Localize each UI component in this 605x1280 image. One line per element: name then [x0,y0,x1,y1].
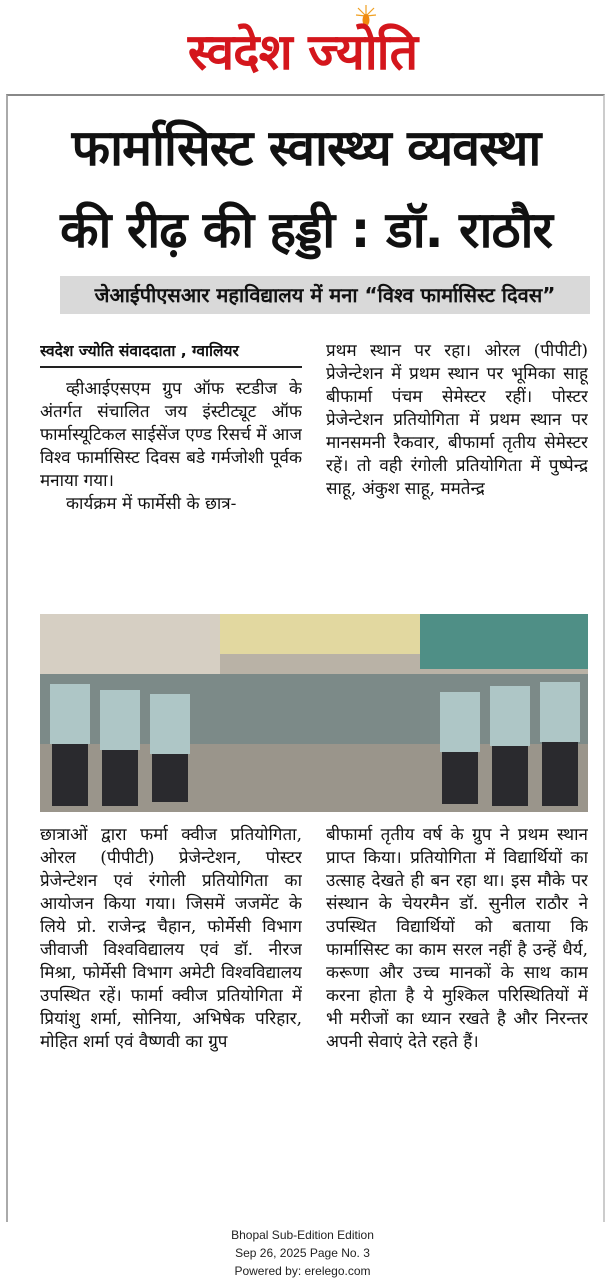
column-bottom-right [326,824,588,1214]
newspaper-name: स्वदेश ज्योति [187,22,418,81]
edition-line: Bhopal Sub-Edition Edition [231,1228,374,1242]
subheadline: जेआईपीएसआर महाविद्यालय में मना “विश्व फार्मासिस्ट दिवस” [60,276,590,314]
headline-line-2: की रीढ़ की हड्डी : डॉ. राठौर [60,201,552,259]
paragraph: छात्राओं द्वारा फर्मा क्वीज प्रतियोगिता, ओरल (पीपीटी) प्रेजेन्टेशन, पोस्टर प्रेजेन्टेशन एवं रंगोली प्रतियोगिता का आयोजन किया गया। जिसमें जजमेंट के लिये प्रो. राजेन्द्र चैहान, फोर्मेसी विभाग जीवाजी विश्वविद्यालय एवं डॉ. नीरज मिश्रा, फोर्मेसी विभाग अमेटी विश्वविद्यालय उपस्थित रहें। फार्मा क्वीज प्रतियोगिता में प्रियांशु शर्मा, सोनिया, अभिषेक परिहार, मोहित शर्मा एवं वैष्णवी का ग्रुप [40,825,302,1052]
paragraph: बीफार्मा तृतीय वर्ष के ग्रुप ने प्रथम स्थान प्राप्त किया। प्रतियोगिता में विद्यार्थियों का उत्साह देखते ही बन रहा था। इस मौके पर संस्थान के चेयरमैन डॉ. सुनील राठौर ने उपस्थित विद्यार्थियों को बताया कि फार्मासिस्ट का काम सरल नहीं है उन्हें धैर्य, करूणा और उच्च मानकों के साथ काम करना होता है ये मुश्किल परिस्थितियों में भी मरीजों का ध्यान रखते है और निरन्तर अपनी सेवाएं देते रहते हैं। [326,825,588,1052]
headline-line-1: फार्मासिस्ट स्वास्थ्य व्यवस्था [71,119,541,177]
byline: स्वदेश ज्योति संवाददाता , ग्वालियर [40,340,302,368]
column-top-right [326,340,588,608]
column-top-left [40,340,302,608]
paragraph: व्हीआईएसएम ग्रुप ऑफ स्टडीज के अंतर्गत संचालित जय इंस्टीट्यूट ऑफ फार्मास्यूटिकल साईसेंज एण्ड रिसर्च में आज विश्व फार्मासिस्ट दिवस बडे गर्मजोशी पूर्वक मनाया गया। [40,379,302,491]
paragraph: कार्यक्रम में फार्मेसी के छात्र- [66,494,237,514]
paragraph: प्रथम स्थान पर रहा। ओरल (पीपीटी) प्रेजेन्टेशन में प्रथम स्थान पर भूमिका साहू बीफार्मा पंचम सेमेस्टर रहीं। पोस्टर प्रेजेन्टेशन प्रतियोगिता में प्रथम स्थान पर मानसमनी रैकवार, बीफार्मा तृतीय सेमेस्टर रहें। तो वही रंगोली प्रतियोगिता में पुष्पेन्द्र साहू, अंकुश साहू, ममतेन्द्र [326,341,588,499]
masthead [0,0,605,92]
date-page-line: Sep 26, 2025 Page No. 3 [235,1246,370,1260]
news-clipping [6,94,605,1222]
column-bottom-left [40,824,302,1214]
group-photo [40,614,588,812]
powered-by-line: Powered by: erelego.com [234,1264,371,1278]
